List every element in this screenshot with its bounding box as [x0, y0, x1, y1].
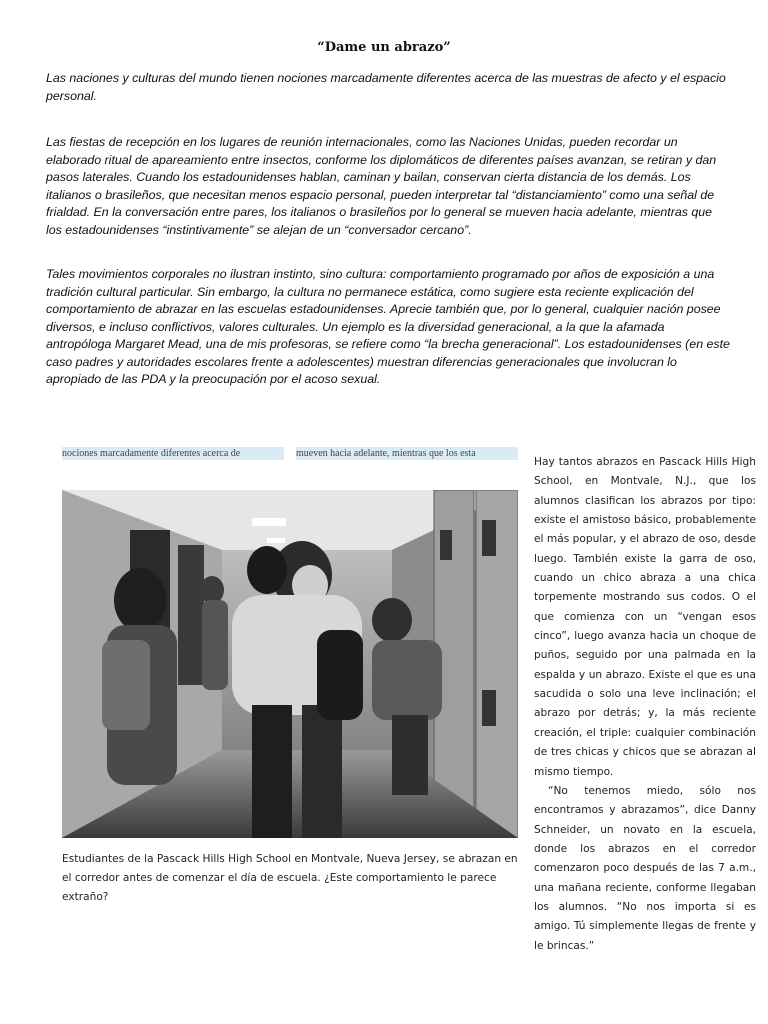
photo-caption: Estudiantes de la Pascack Hills High School en Montvale, Nueva Jersey, se abrazan en el corredor antes de comenzar el día de escuela. ¿Este comportamiento le parece extraño?: [62, 853, 518, 903]
clipping-fragment-left: [62, 447, 284, 460]
clipping-fragment-left-text: nociones marcadamente diferentes acerca de: [62, 448, 241, 459]
clipping-fragment-mid: [296, 447, 518, 460]
article-paragraph: “No tenemos miedo, sólo nos encontramos y abrazamos”, dice Danny Schneider, un novato en la escuela, donde los abrazos en el corredor comenzaron poco después de las 7 a.m., una mañana reciente, conforme llegaban los alumnos. “No nos importa si es amigo. Tú simplemente llegas de frente y le brincas.”: [534, 784, 756, 952]
paragraph-reception: Las fiestas de recepción en los lugares de reunión internacionales, como las Naciones Unidas, pueden recordar un elaborado ritual de apareamiento entre insectos, conforme los diplomáticos de diferentes países avanzan, se retiran y dan pasos laterales. Cuando los estadounidenses hablan, caminan y bailan, conservan cierta distancia de los demás. Los italianos o brasileños, que necesitan menos espacio personal, pueden interpretar tal “distanciamiento” como una señal de frialdad. En la conversación entre pares, los italianos o brasileños por lo general se mueven hacia adelante, mientras que los estadounidenses “instintivamente” se alejan de un “conversador cercano”.: [46, 135, 717, 237]
paragraph-intro: Las naciones y culturas del mundo tienen nociones marcadamente diferentes acerca de las muestras de afecto y el espacio personal.: [46, 71, 726, 103]
paragraph-culture: Tales movimientos corporales no ilustran instinto, sino cultura: comportamiento programado por años de exposición a una tradición cultural particular. Sin embargo, la cultura no permanece estática, como sugiere esta reciente explicación del comportamiento de abrazar en las escuelas estadounidenses. Aprecie también que, por lo general, cualquier nación posee diversos, e incluso conflictivos, valores culturales. Un ejemplo es la diversidad generacional, a la que la afamada antropóloga Margaret Mead, una de mis profesoras, se refiere como “la brecha generacional”. Los estadounidenses (en este caso padres y autoridades escolares frente a adolescentes) muestran diferencias generacionales que involucran lo apropiado de las PDA y la preocupación por el acoso sexual.: [46, 267, 730, 386]
article-column: [534, 453, 756, 956]
clipping-fragment-mid-text: mueven hacia adelante, mientras que los esta: [296, 448, 476, 459]
article-paragraph: Hay tantos abrazos en Pascack Hills High School, en Montvale, N.J., que los alumnos clasifican los abrazos por tipo: existe el amistoso básico, probablemente el más popular, y el abrazo de oso, desde luego. También existe la garra de oso, cuando un chico abraza a una chica torpemente mostrando sus codos. O el que comienza con un “vengan esos cinco”, luego avanza hacia un choque de puños, seguido por una palmada en la espalda y un abrazo. Existe el que es una sacudida o solo una leve inclinación; el abrazo por detrás; y, la más reciente creación, el triple: cualquier combinación de tres chicas y chicos que se abrazan al mismo tiempo.: [534, 456, 756, 778]
document-title: “Dame un abrazo”: [317, 40, 451, 55]
students-hugging-photo: [62, 490, 518, 838]
